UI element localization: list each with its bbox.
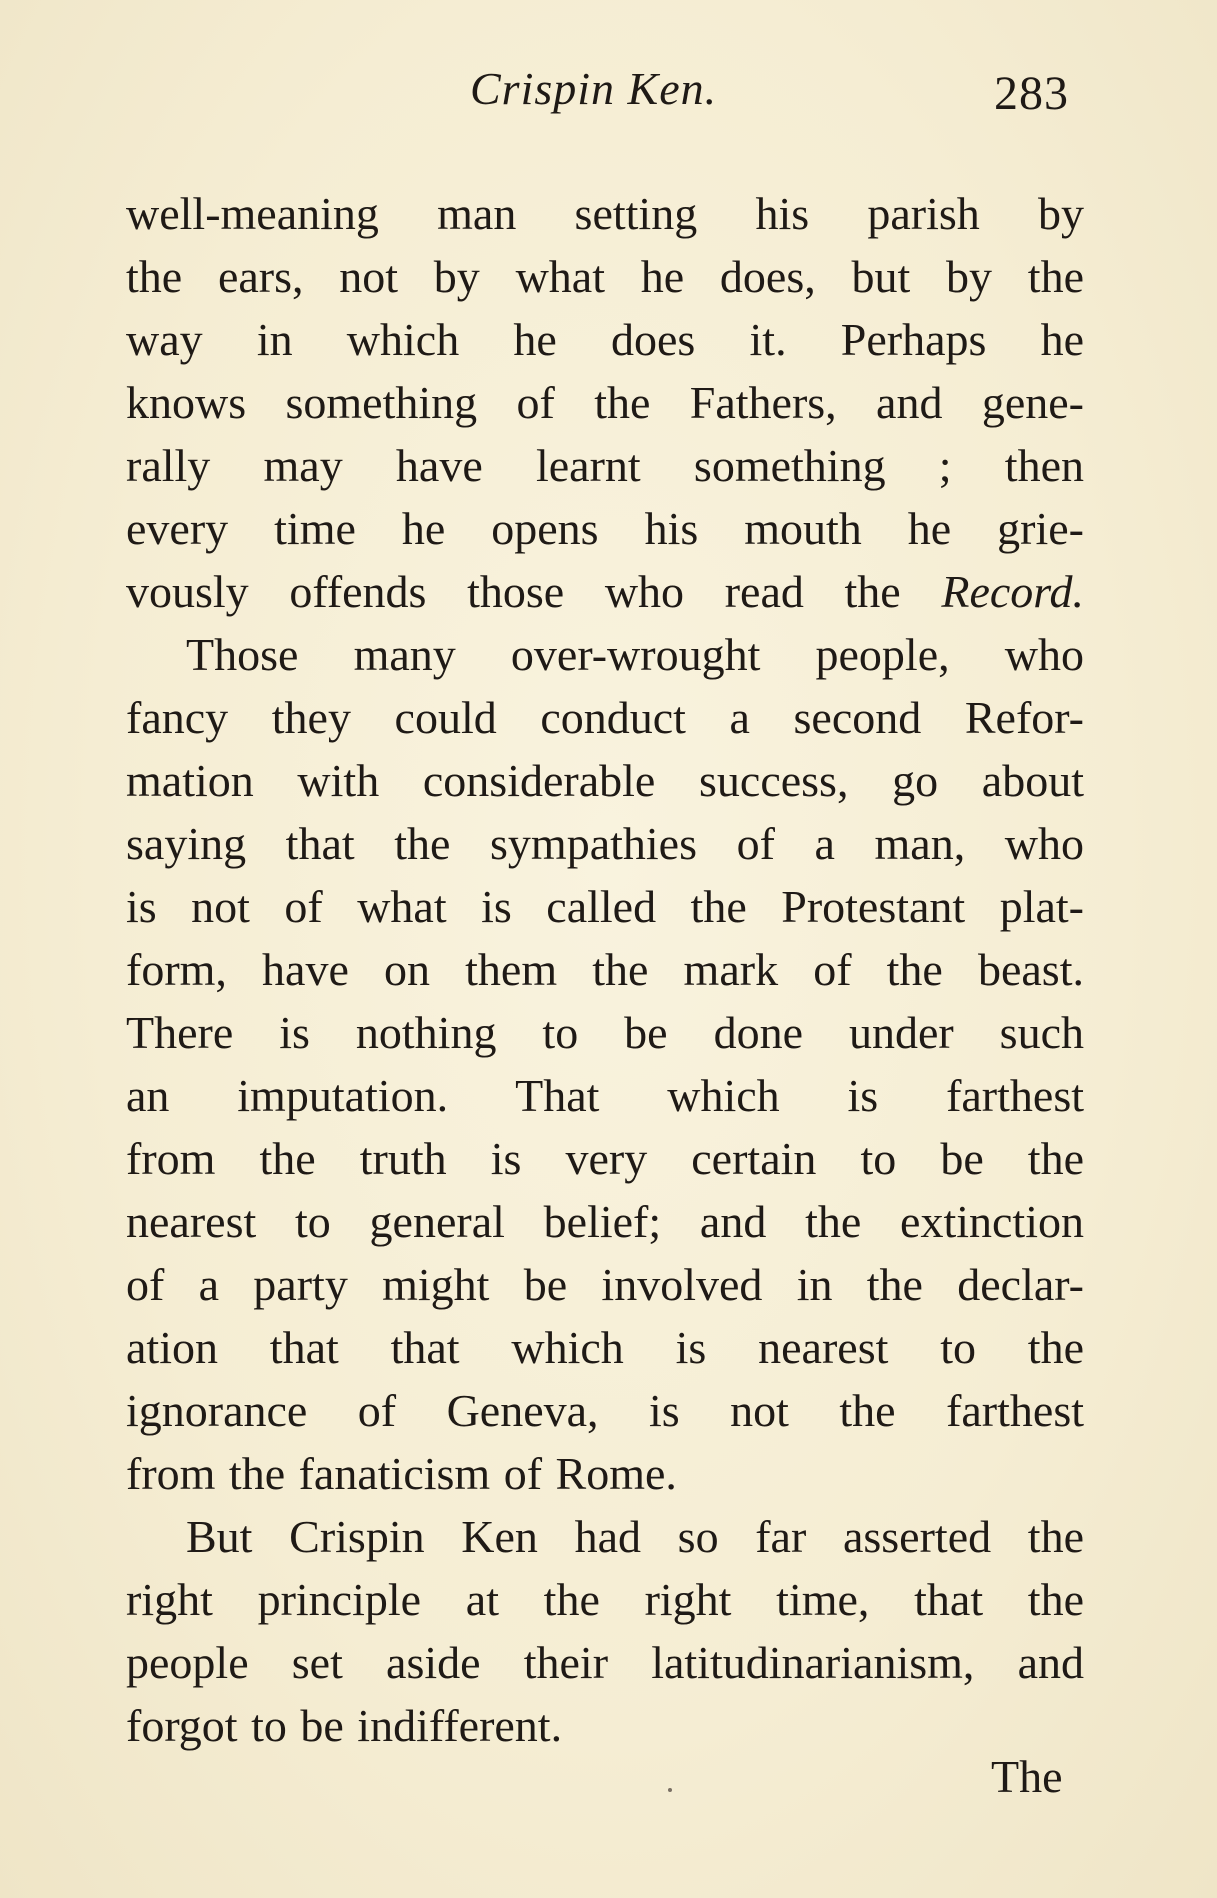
text-line: from the fanaticism of Rome. — [126, 1448, 677, 1499]
text-line: an imputation. That which is farthest — [126, 1070, 1084, 1121]
text-line: every time he opens his mouth he grie- — [126, 503, 1084, 554]
text-line: way in which he does it. Perhaps he — [126, 314, 1084, 365]
running-head — [0, 62, 1217, 122]
text-line: saying that the sympathies of a man, who — [126, 818, 1084, 869]
running-title: Crispin Ken. — [470, 63, 718, 114]
text-line: well-meaning man setting his parish by — [126, 188, 1084, 239]
page-number: 283 — [994, 67, 1069, 120]
text-line: forgot to be indifferent. — [126, 1700, 563, 1751]
text-line: form, have on them the mark of the beast. — [126, 944, 1084, 995]
text-line: from the truth is very certain to be the — [126, 1133, 1084, 1184]
text-line: of a party might be involved in the declar- — [126, 1259, 1084, 1310]
text-line: But Crispin Ken had so far asserted the — [186, 1511, 1084, 1562]
text-line: Those many over-wrought people, who — [186, 629, 1084, 680]
catchword: The — [991, 1751, 1063, 1802]
text-line: nearest to general belief; and the extinction — [126, 1196, 1084, 1247]
text-line-start: vously offends those who read the — [126, 566, 942, 617]
text-line: ignorance of Geneva, is not the farthest — [126, 1385, 1084, 1436]
paper-speck — [668, 1788, 672, 1792]
text-line: fancy they could conduct a second Refor- — [126, 692, 1084, 743]
text-line: is not of what is called the Protestant plat- — [126, 881, 1084, 932]
text-line: rally may have learnt something ; then — [126, 440, 1084, 491]
text-line: the ears, not by what he does, but by the — [126, 251, 1084, 302]
text-line: ation that that which is nearest to the — [126, 1322, 1084, 1373]
text-line: people set aside their latitudinarianism, and — [126, 1637, 1084, 1688]
body-text — [126, 182, 1084, 1757]
italic-title-record: Record. — [941, 566, 1084, 617]
text-line: knows something of the Fathers, and gene- — [126, 377, 1084, 428]
text-line: There is nothing to be done under such — [126, 1007, 1084, 1058]
text-line-with-italic — [126, 560, 1084, 623]
text-line: right principle at the right time, that the — [126, 1574, 1084, 1625]
text-line: mation with considerable success, go about — [126, 755, 1084, 806]
